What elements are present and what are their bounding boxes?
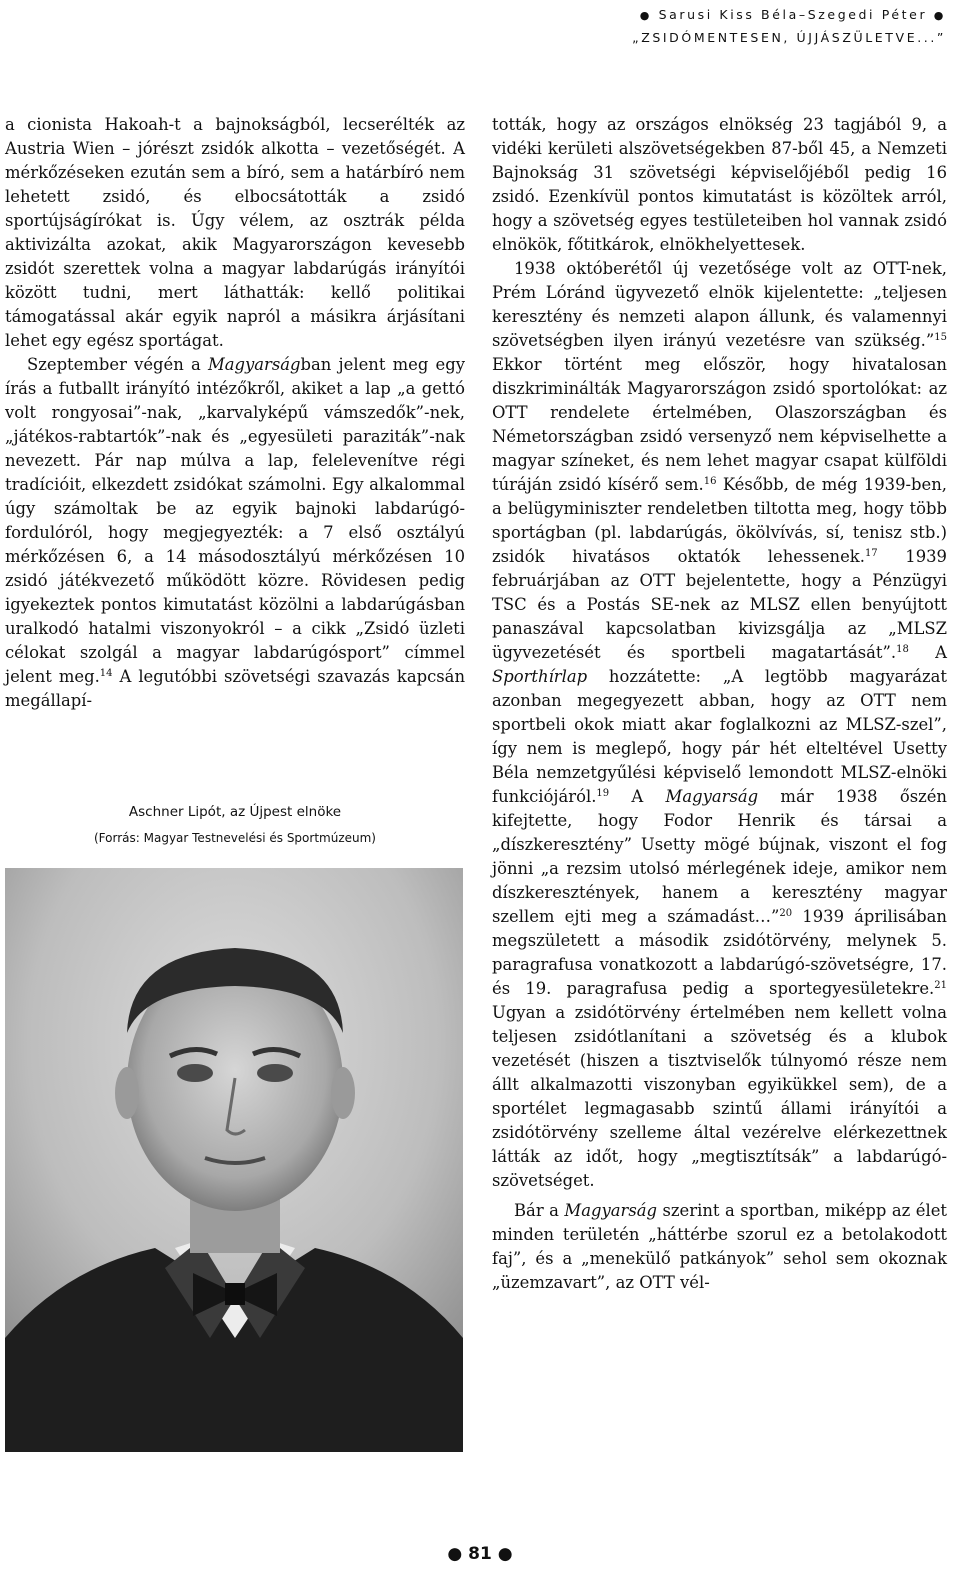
portrait-photo [5,868,463,1452]
page-number: 81 [468,1544,492,1564]
left-paragraph-1: a cionista Hakoah-t a bajnokságból, lecserélték az Austria Wien – jórészt zsidók alkotta – vezetőségét. A mérkőzéseken ezután sem a bíró, sem a határbíró nem lehetett zsidó, és elbocsátották a zsidó sportújságírókat is. Úgy vélem, az osztrák példa aktivizálta azokat, akik Magyarországon kevesebb zsidót szerettek volna a magyar labdarúgás irányítói között tudni, mert láthatták: kellő politikai támogatással akár egyik napról a másikra árjásítani lehet egy egész sportágat. [5,115,465,350]
running-header [0,4,946,49]
header-title-line: „ZSIDÓMENTESEN, ÚJJÁSZÜLETVE...” [632,30,946,45]
right-paragraph-2: 1938 októberétől új vezetősége volt az OTT-nek, Prém Lóránd ügyvezető elnök kijelentette: „teljesen keresztény és nemzeti alapon állunk, és valamennyi szövetségben ilyen irányú vezetésre van szükség.”$^{15}$ Ekkor történt meg először, hogy hivatalosan diszkriminálták Magyarországon zsidó sportolókat: az OTT rendelete értelmében, Olaszországban és Németországban zsidó versenyző nem képviselhette a magyar színeket, és nem lehet magyar csapat külföldi túráján zsidó kísérő sem.$^{16}$ Később, de még 1939-ben, a belügyminiszter rendeletben tiltotta meg, hogy több sportágban (pl. labdarúgás, ökölvívás, sí, tenisz stb.) zsidók hivatásos oktatók lehessenek.$^{17}$ 1939 februárjában az OTT bejelentette, hogy a Pénzügyi TSC és a Postás SE-nek az MLSZ ellen benyújtott panaszával kapcsolatban kivizsgálja az „MLSZ ügyvezetését és sportbeli magatartását”.$^{18}$ A Sporthírlap hozzátette: „A legtöbb magyarázat azonban megegyezett abban, hogy az OTT nem sportbeli okok miatt akar foglalkozni az MLSZ-szel”, így nem is meglepő, hogy pár hét elteltével Usetty Béla nemzetgyűlési képviselő lemondott MLSZ-elnöki funkciójáról.$^{19}$ A Magyarság már 1938 őszén kifejtette, hogy Fodor Henrik és társai a „díszkeresztény” Usetty mögé bújnak, viszont el fog jönni „a rezsim utolsó mérlegének ideje, amikor nem díszkeresztények, hanem a keresztény magyar szellem ejti meg a számadást…”$^{20}$ 1939 áprilisában megszületett a második zsidótörvény, melynek 5. paragrafusa vonatkozott a labdarúgó-szövetségre, 17. és 19. paragrafusa pedig a sportegyesületekre.$^{21}$ Ugyan a zsidótörvény értelmében nem kellett volna teljesen zsidótlanítani a szövetség és a klubok vezetését (hiszen a tisztviselők túlnyomó része nem állt alkalmazotti viszonyban egyikükkel sem), de a sportélet legmagasabb szintű állami irányítói a zsidótörvény szelleme által vezérelve elérkezettnek látták az időt, hogy „megtisztítsák” a labdarúgó-szövetséget. [492,259,947,1190]
left-column [5,113,465,713]
photo-caption-source: (Forrás: Magyar Testnevelési és Sportmúzeum) [94,831,376,845]
photo-caption-title: Aschner Lipót, az Újpest elnöke [128,804,342,820]
header-author-line: ● Sarusi Kiss Béla–Szegedi Péter ● [639,7,946,22]
footnote-ref: 14 [99,668,113,679]
page-footer: ● 81 ● [447,1544,513,1564]
right-column [492,113,947,1295]
right-paragraph-3: Bár a Magyarság szerint a sportban, miképp az élet minden területén „háttérbe szorul ez a betolakodott faj”, és a „menekülő patkányok” sehol sem okoznak „üzemzavart”, az OTT vél- [492,1201,947,1292]
left-paragraph-2: Szeptember végén a Magyarságban jelent meg egy írás a futballt irányító intézőkről, akiket a lap „a gettó volt rongyosai”-nak, „karvalyképű vámszedők”-nek, „játékos-rabtartók”-nak és „egyesületi paraziták”-nak nevezett. Pár nap múlva a lap, felelevenítve régi tradícióit, elkezdett zsidókat számolni. Egy alkalommal úgy számoltak be az egyik bajnoki labdarúgó-fordulóról, hogy megjegyezték: a 7 első osztályú mérkőzésen 6, a 14 másodosztályú mérkőzésen 10 zsidó játékvezető működött közre. Rövidesen pedig igyekeztek pontos kimutatást közölni a labdarúgásban uralkodó hatalmi viszonyokról – a cikk „Zsidó üzleti célokat szolgál a magyar labdarúgósport” címmel jelent meg.$^{14}$ A legutóbbi szövetségi szavazás kapcsán megállapí- [5,355,465,710]
right-paragraph-1: tották, hogy az országos elnökség 23 tagjából 9, a vidéki kerületi alszövetségekben 87-ből 45, a Nemzeti Bajnokság 31 szövetségi képviselőjéből pedig 16 zsidó. Ezenkívül pontos kimutatást is közöltek arról, hogy a szövetség egyes testületeiben hol vannak zsidó elnökök, főtitkárok, elnökhelyettesek. [492,115,947,254]
